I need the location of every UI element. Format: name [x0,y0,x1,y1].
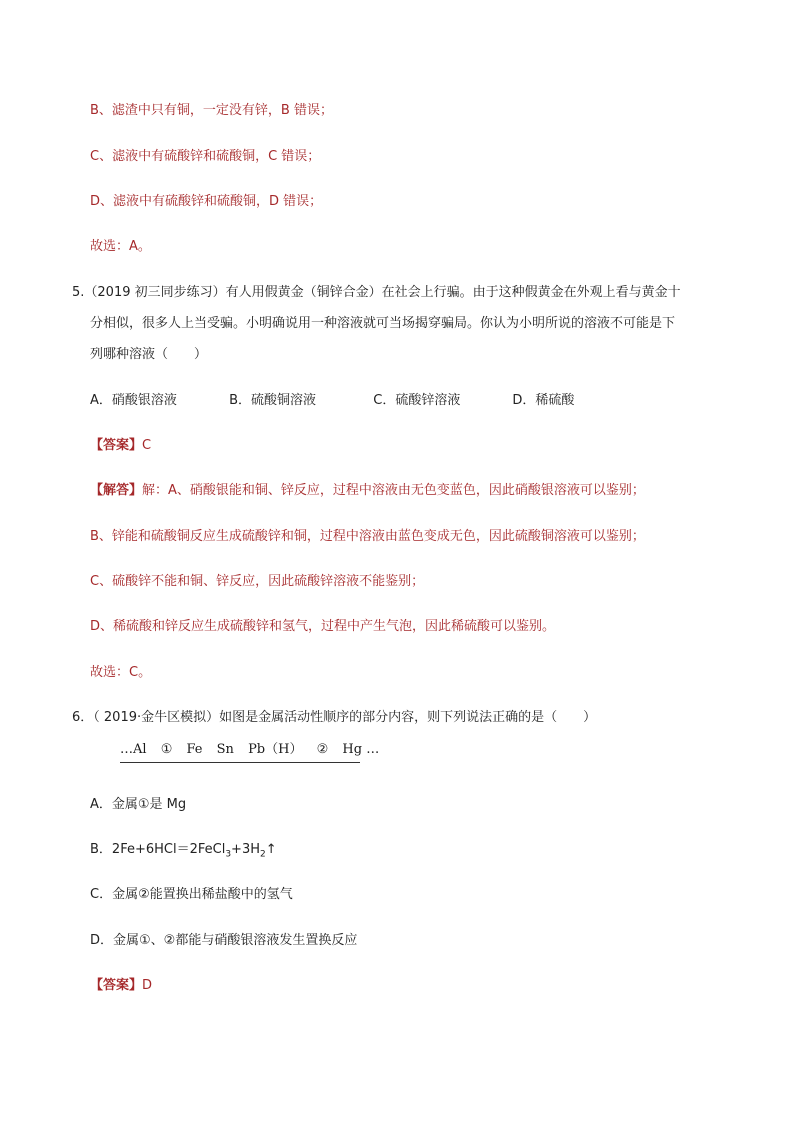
series-item: …Al [120,742,147,757]
q6-option-b [90,840,277,865]
metal-activity-series [120,740,389,762]
q5-answer [90,436,151,456]
up-arrow: ↑ [265,842,277,857]
q4-choice: 故选：A。 [90,239,151,254]
equation-part: +3H [231,842,260,857]
q6-answer [90,976,152,996]
series-item: Hg … [342,742,380,757]
subscript: 2 [260,849,266,860]
q5-option-c: C．硫酸锌溶液 [373,393,461,408]
q5-stem-line-2: 分相似，很多人上当受骗。小明确说用一种溶液就可当场揭穿骗局。你认为小明所说的溶液不可能是下 [90,316,676,331]
q6-stem: 6．（ 2019·金牛区模拟）如图是金属活动性顺序的部分内容，则下列说法正确的是（ ） [72,710,597,725]
q5-options [90,391,574,411]
series-item: Pb（H） [248,742,303,757]
answer-tag: 【答案】 [90,978,143,993]
equation-part: B．2Fe+6HCl＝2FeCl [90,842,226,857]
subscript: 3 [225,849,232,860]
q5-analysis-a [90,481,645,501]
q5-analysis-c: C、硫酸锌不能和铜、锌反应，因此硫酸锌溶液不能鉴别； [90,574,425,589]
answer-value: C [142,438,152,453]
q5-option-d: D．稀硫酸 [512,393,575,408]
q5-stem-line-3: 列哪种溶液（ ） [90,347,208,362]
answer-value: D [142,978,153,993]
q5-analysis-d: D、稀硫酸和锌反应生成硫酸锌和氢气，过程中产生气泡，因此稀硫酸可以鉴别。 [90,619,556,634]
series-underline [120,762,360,763]
q6-option-a: A．金属①是 Mg [90,797,187,812]
q6-option-c: C．金属②能置换出稀盐酸中的氢气 [90,887,293,902]
q5-option-a: A．硝酸银溶液 [90,393,177,408]
q4-option-d-analysis: D、滤液中有硫酸锌和硫酸铜，D 错误； [90,194,323,209]
q6-option-d: D．金属①、②都能与硝酸银溶液发生置换反应 [90,933,358,948]
series-item: Sn [216,742,234,757]
q4-option-b-analysis: B、滤渣中只有铜，一定没有锌，B 错误； [90,103,333,118]
analysis-text: 解：A、硝酸银能和铜、锌反应，过程中溶液由无色变蓝色，因此硝酸银溶液可以鉴别； [142,483,645,498]
analysis-tag: 【解答】 [90,483,143,498]
q4-option-c-analysis: C、滤液中有硫酸锌和硫酸铜，C 错误； [90,149,321,164]
series-item: ② [316,742,329,757]
series-item: Fe [186,742,203,757]
q5-analysis-b: B、锌能和硫酸铜反应生成硫酸锌和铜，过程中溶液由蓝色变成无色，因此硫酸铜溶液可以鉴别； [90,529,645,544]
q5-choice: 故选：C。 [90,665,152,680]
answer-tag: 【答案】 [90,438,143,453]
q5-stem-line-1: 5.（2019 初三同步练习）有人用假黄金（铜锌合金）在社会上行骗。由于这种假黄金在外观上看与黄金十 [72,285,681,300]
q5-option-b: B．硫酸铜溶液 [229,393,317,408]
series-item: ① [160,742,173,757]
